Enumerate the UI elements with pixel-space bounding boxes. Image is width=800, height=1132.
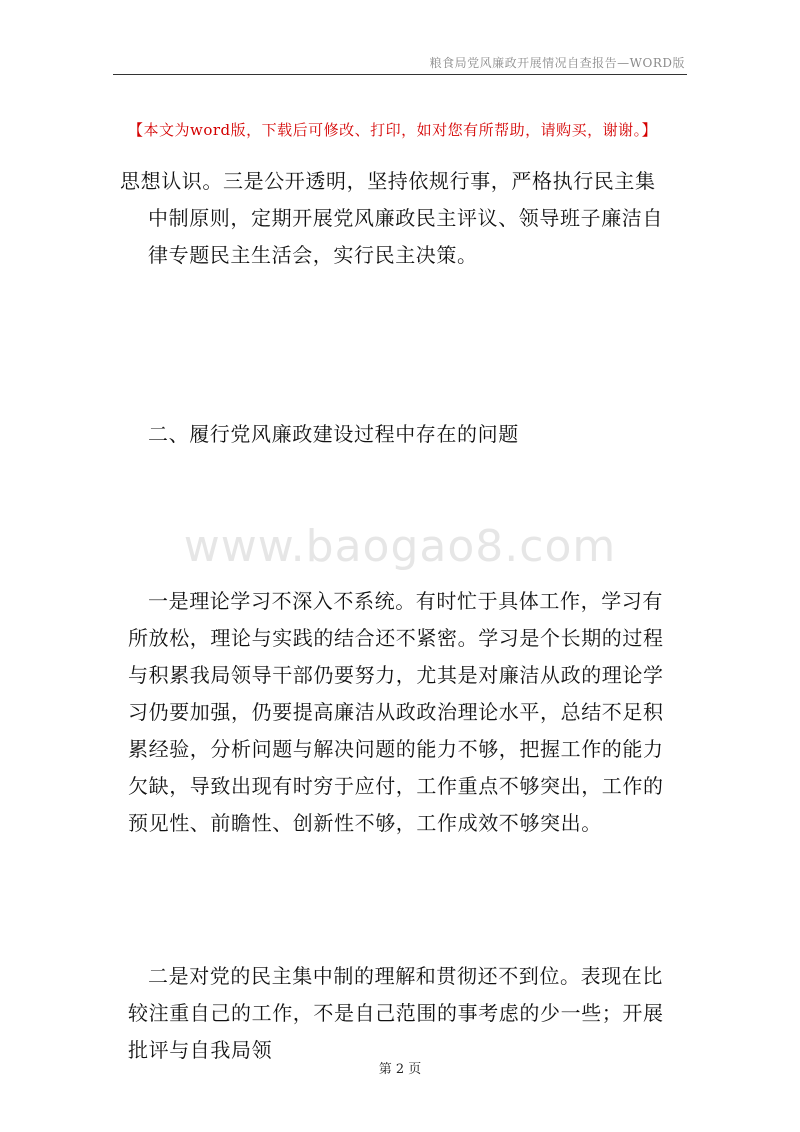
paragraph-1	[120, 163, 668, 274]
section-heading: 二、履行党风廉政建设过程中存在的问题	[148, 422, 519, 446]
paragraph-3-text: 二是对党的民主集中制的理解和贯彻还不到位。表现在比较注重自己的工作，不是自己范围的事考虑的少一些；开展批评与自我局领	[128, 964, 664, 1062]
page-number: 第 2 页	[378, 1062, 422, 1077]
paragraph-2-text: 一是理论学习不深入不系统。有时忙于具体工作，学习有所放松，理论与实践的结合还不紧密。学习是个长期的过程与积累我局领导干部仍要努力，尤其是对廉洁从政的理论学习仍要加强，仍要提高廉洁从政政治理论水平，总结不足积累经验，分析问题与解决问题的能力不够，把握工作的能力欠缺，导致出现有时穷于应付，工作重点不够突出，工作的预见性、前瞻性、创新性不够，工作成效不够突出。	[128, 589, 664, 835]
header-divider	[113, 74, 687, 75]
document-header-title: 粮食局党风廉政开展情况自查报告—WORD版	[429, 56, 685, 70]
paragraph-2	[128, 583, 668, 842]
download-notice: 【本文为word版，下载后可修改、打印，如对您有所帮助，请购买，谢谢。】	[128, 121, 658, 139]
paragraph-3	[128, 958, 668, 1069]
paragraph-1-text: 思想认识。三是公开透明，坚持依规行事，严格执行民主集中制原则，定期开展党风廉政民主评议、领导班子廉洁自律专题民主生活会，实行民主决策。	[120, 169, 663, 267]
watermark: www.baogao8.com	[183, 521, 617, 572]
